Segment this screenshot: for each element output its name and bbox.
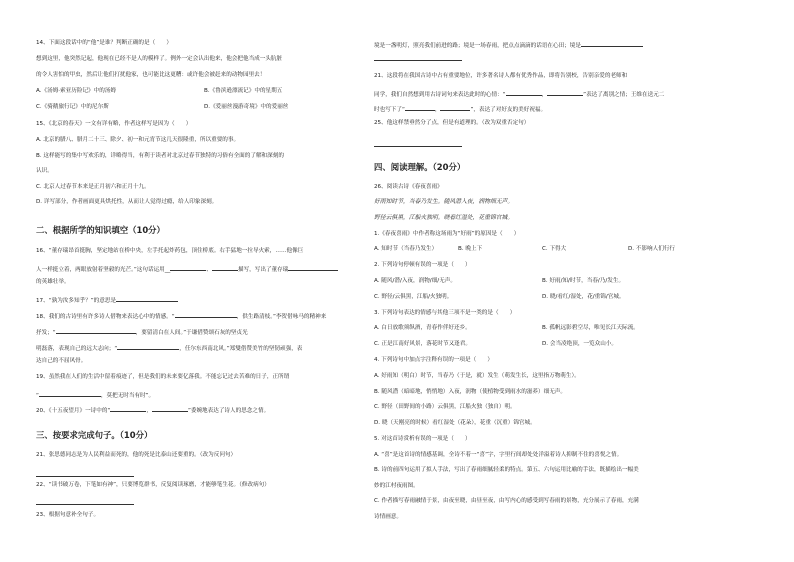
q20 xyxy=(36,405,269,415)
q15-option-d: D. 详写部分，作者画面更具烘托性，从而让人觉得过瘾，给人印象深刻。 xyxy=(36,199,218,205)
q21r-blank-4[interactable] xyxy=(440,104,470,111)
s5-option-b-1: B. 诗的前四句运用了拟人手法，写出了春雨细腻轻柔的特点。第五、六句运用比喻的手法，既描绘出一幅美 xyxy=(374,467,639,473)
poem-line-2: 野径云俱黑，江船火独明。晓看红湿处，花重锦官城。 xyxy=(374,215,514,221)
q21-left: 21、张思德同志是为人民利益而死的，他的死是比泰山还要重的。（改为反问句） xyxy=(36,452,237,458)
q16-blank-1[interactable] xyxy=(170,264,206,271)
q18-line-4: 达自己的不屈风骨。 xyxy=(36,358,87,364)
q20-sep: ， xyxy=(146,408,152,414)
q21r-blank-2[interactable] xyxy=(547,89,583,96)
s2-option-c: C. 野径/云俱黑，江船/火独明。 xyxy=(374,294,453,300)
q14-option-b: B.《鲁滨逊漂流记》中的星期五 xyxy=(204,88,283,94)
q21-right-line-1: 21、这段将在我国古诗中占有重要地位，许多著名诗人都有优秀作品，即将告别校，告别亲爱的老师和 xyxy=(374,73,628,79)
q19-tail: ，莫把无时当有时”。 xyxy=(100,393,155,399)
q26-stem: 26、阅读古诗《春夜喜雨》 xyxy=(374,184,443,190)
s5-stem: 5. 对这首诗赏析有误的一项是（ ） xyxy=(374,436,471,442)
q15-option-b-1: B. 这样能写的集中写欢乐的，详略得当，有利于读者对北京过春节独特的习俗有全面的了解和深刻的 xyxy=(36,153,284,159)
q21r-blank-1[interactable] xyxy=(506,89,542,96)
q21r-text-3: 时也写下了“ xyxy=(374,107,405,113)
q21r-blank-3[interactable] xyxy=(405,104,435,111)
s1-option-c: C. 下得大 xyxy=(542,246,567,252)
s1-option-b: B. 晚上下 xyxy=(458,246,483,252)
q23-continued xyxy=(374,40,643,50)
q19-line-1: 19、虽然我在人们的生活中留着痕迹了，但是我们的未来要亿落我。不能忘记过去苦难的日子，正所谓 xyxy=(36,374,290,380)
poem-line-1: 好雨知时节，当春乃发生。随风潜入夜，润物细无声。 xyxy=(374,199,514,205)
q14-stem: 14、下面这段话中的“他”是谁？判断正确的是（ ） xyxy=(36,40,172,46)
q14-text-1: 想到这里，他突然记起，他现在已经不是人的模样了。例外一定会认出他来，他会把他当成一头肮脏 xyxy=(36,56,283,62)
q22-answer-line[interactable] xyxy=(36,504,134,505)
q16-line-1: 16、“董存瑞昂首挺胸，坚定地站在桥中央，左手托起炸药包，顶住桥底。右手猛地一拉导火索，……他像巨 xyxy=(36,248,304,254)
q18-text-1: 18、我们的古诗里有许多诗人借物来表达心中的情感。“ xyxy=(36,314,175,320)
q18-line-2 xyxy=(36,327,248,337)
q14-option-d: D.《爱丽丝漫游奇境》中的爱丽丝 xyxy=(204,104,289,110)
q25-answer-line[interactable] xyxy=(374,146,462,147)
q16-line-3: 的英雄壮举。 xyxy=(36,279,70,285)
s5-option-c-2: 诗情画意。 xyxy=(374,514,402,520)
q17-text: 17、“孰为汝多知乎？”的意思是 xyxy=(36,298,117,304)
q21r-tail-3: ”，表达了对好友的美好祝福。 xyxy=(470,107,547,113)
s4-option-b: B. 随风潜（暗暗地，悄悄地）入夜，润物（使植物受到雨水的滋养）细无声。 xyxy=(374,389,566,395)
q23: 23、根据句意补全句子。 xyxy=(36,512,100,518)
q18-blank-3[interactable] xyxy=(117,343,179,350)
q20-blank-2[interactable] xyxy=(152,405,188,412)
q18-text-1b: ，供生路清枝。”李贺借咏马的精神来 xyxy=(236,314,327,320)
q21-right-line-3 xyxy=(374,104,546,114)
q25: 25、他这样禁垂然分了点，但是有道理的。（改为双重否定句） xyxy=(374,120,530,126)
q16-line-2 xyxy=(36,264,338,274)
q15-option-b-2: 认识。 xyxy=(36,168,53,174)
s4-option-d: D. 晓（天刚亮的时候）看红湿处（花朵），花重（沉重）锦官城。 xyxy=(374,420,536,426)
q16-sep: 、 xyxy=(206,267,212,273)
s4-option-a: A. 好雨知（明白）时节，当春乃（于是，就）发生（萌发生长，这里指万物萌生）。 xyxy=(374,373,580,379)
q14-option-a: A.《汤姆·索亚历险记》中的汤姆 xyxy=(36,88,117,94)
q18-text-2: 抒发；“ xyxy=(36,330,56,336)
q15-stem: 15、《北京的春天》一文有详有略，作者这样写是因为（ ） xyxy=(36,121,192,127)
q21-answer-line[interactable] xyxy=(36,476,134,477)
s1-option-d: D. 不影响人们行行 xyxy=(628,246,676,252)
q18-blank-1[interactable] xyxy=(175,311,237,318)
q23-answer-line[interactable] xyxy=(374,60,462,61)
q23-cont-text: 境是一盏明灯，照亮我们前进的路；境是一场春雨，把点点滴滴的话语在心田；境是 xyxy=(374,43,581,49)
q17 xyxy=(36,295,178,305)
s3-option-c: C. 正是江南好风景，落花时节又逢君。 xyxy=(374,341,471,347)
q16-tail: 描写，写出了董存瑞 xyxy=(237,267,289,273)
q20-blank-1[interactable] xyxy=(110,405,146,412)
q16-blank-2[interactable] xyxy=(212,264,238,271)
q21r-sep-3: ， xyxy=(434,107,441,113)
q18-text-3: 明磊落，表现自己的远大志向；“ xyxy=(36,346,118,352)
s2-option-d: D. 晓/看红/湿处，花/重锦/官城。 xyxy=(542,294,625,300)
s1-stem: 1.《春夜喜雨》中作者称这场雨为“好雨”的原因是（ ） xyxy=(374,231,520,237)
q22: 22、“读书破万卷，下笔如有神”，只要博览群书，反复阅读琢磨，才能够笔生花。（修改病句） xyxy=(36,482,270,488)
section-2-heading: 二、根据所学的知识填空（10分） xyxy=(36,225,165,235)
s3-stem: 3. 下列诗句表达的情感与其他三项不是一类的是（ ） xyxy=(374,310,516,316)
s5-option-b-2: 妙的江村夜雨图。 xyxy=(374,483,419,489)
s4-option-c: C. 野径（田野间的小路）云俱黑，江船火独（独自）明。 xyxy=(374,404,516,410)
q18-text-3b: ，任尔东西南北风。”郑燮借赞美竹的坚韧顽强，表 xyxy=(179,346,303,352)
q14-option-c: C.《骑鹅旅行记》中的尼尔斯 xyxy=(36,104,109,110)
section-3-heading: 三、按要求完成句子。（10分） xyxy=(36,430,153,440)
q19-line-2 xyxy=(36,390,154,400)
q15-option-c: C. 北京人过春节本来是正月初六和正月十九。 xyxy=(36,184,150,190)
q14-text-2: 的令人害怕的甲虫，然后让他们打扰他家，也可能比这更糟：或许他会被赶来的动物园里去！ xyxy=(36,72,266,78)
q21-right-line-2 xyxy=(374,89,664,99)
q16-blank-3[interactable] xyxy=(288,264,338,271)
q18-line-3 xyxy=(36,343,302,353)
s1-option-a: A. 知时节（当春乃发生） xyxy=(374,246,438,252)
s2-option-a: A. 随风/潜/入夜，润物/细/无声。 xyxy=(374,278,456,284)
q18-text-2b: ，要留清白在人间。”于谦借赞颂石灰的坚贞光 xyxy=(135,330,248,336)
q23-blank[interactable] xyxy=(581,40,643,47)
s3-option-d: D. 会当凌绝顶，一览众山小。 xyxy=(542,341,617,347)
q19-quote: “ xyxy=(36,393,39,399)
q19-blank[interactable] xyxy=(39,390,101,397)
s5-option-a: A. “喜”是这首诗的情感基调，全诗不着一“喜”字，字里行间却处处洋溢着诗人抑制不住的喜悦之情。 xyxy=(374,452,623,458)
s5-option-c-1: C. 作者描写春雨融情于景，由夜至晓，由昼至夜，由写内心的感受到写春雨的景物，充分展示了春雨，充满 xyxy=(374,498,639,504)
s2-stem: 2. 下列诗句停顿有误的一项是（ ） xyxy=(374,262,471,268)
q21r-text: 同学，我们自然想到用古诗词句来表达此时的心情：“ xyxy=(374,92,506,98)
s3-option-a: A. 白日放歌须纵酒，青春作伴好还乡。 xyxy=(374,325,471,331)
section-4-heading: 四、阅读理解。（20分） xyxy=(374,162,466,172)
q20-text: 20、《十五夜望月》一诗中的“ xyxy=(36,408,111,414)
q20-tail: ”委婉地表达了诗人的思念之情。 xyxy=(187,408,270,414)
s2-option-b: B. 好雨/知/时节，当春/乃/发生。 xyxy=(542,278,625,284)
q18-blank-2[interactable] xyxy=(56,327,136,334)
q16-text: 人一样挺立着，两眼放射着坚毅的光芒。”这句话运用__ xyxy=(36,267,171,273)
s3-option-b: B. 孤帆远影碧空尽，唯见长江天际流。 xyxy=(542,325,639,331)
s4-stem: 4. 下列诗句中加点字注释有误的一项是（ ） xyxy=(374,357,493,363)
q18-line-1 xyxy=(36,311,326,321)
q21r-sep: ， xyxy=(541,92,548,98)
q15-option-a: A. 北京的腊八、腊月二十三、除夕、初一和元宵节这几天很隆重，所以重要的事。 xyxy=(36,137,240,143)
q21r-tail: ”表达了离别之情；王维在送元二 xyxy=(583,92,665,98)
q17-blank[interactable] xyxy=(116,295,178,302)
